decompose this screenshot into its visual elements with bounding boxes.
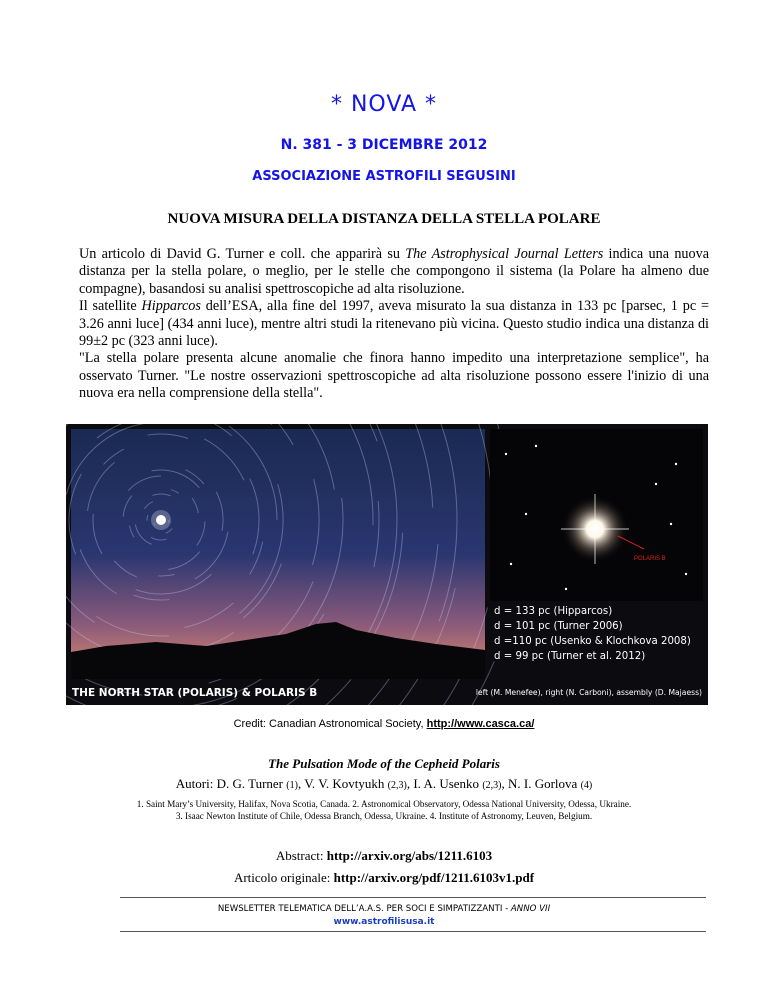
casca-link[interactable]: http://www.casca.ca/ bbox=[426, 718, 535, 730]
distance-turner-2012: d = 99 pc (Turner et al. 2012) bbox=[494, 651, 646, 662]
polaris-b-label: POLARIS B bbox=[634, 556, 666, 562]
abstract-line: Abstract: http://arxiv.org/abs/1211.6103 bbox=[275, 848, 493, 863]
paper-affiliations: 1. Saint Mary’s University, Halifax, Nova Scotia, Canada. 2. Astronomical Observatory, Odessa National University, Odessa, Ukraine. 3. Isaac Newton Institute of Chile, Odessa Branch, Odessa, Ukraine. 4. Institute of Astronomy, Leuven, Belgium. bbox=[136, 799, 632, 821]
distance-usenko-2008: d =110 pc (Usenko & Klochkova 2008) bbox=[494, 636, 691, 647]
article-title: NUOVA MISURA DELLA DISTANZA DELLA STELLA POLARE bbox=[167, 211, 601, 227]
figure-caption-right: left (M. Menefee), right (N. Carboni), assembly (D. Majaess) bbox=[475, 688, 702, 697]
association-name: ASSOCIAZIONE ASTROFILI SEGUSINI bbox=[252, 169, 516, 184]
paper-authors: Autori: D. G. Turner (1), V. V. Kovtyukh (2,3), I. A. Usenko (2,3), N. I. Gorlova (4) bbox=[175, 776, 593, 791]
issue-number: N. 381 - 3 DICEMBRE 2012 bbox=[280, 137, 488, 153]
abstract-link[interactable]: http://arxiv.org/abs/1211.6103 bbox=[326, 848, 493, 863]
paper-title: The Pulsation Mode of the Cepheid Polaris bbox=[268, 756, 500, 771]
satellite-name: Hipparcos bbox=[141, 298, 201, 315]
paragraph-3: "La stella polare presenta alcune anomalie che finora hanno impedito una interpretazione semplice", ha osservato Turner. "Le nostre osservazioni spettroscopiche ad alta risoluzione possono essere l'inizio di una nuova era nella comprensione della stella". bbox=[79, 350, 709, 402]
figure-caption-left: THE NORTH STAR (POLARIS) & POLARIS B bbox=[72, 687, 318, 699]
polaris-photo-composite bbox=[66, 424, 708, 705]
paragraph-2: Il satellite Hipparcos dell’ESA, alla fine del 1997, aveva misurato la sua distanza in 133 pc [parsec, 1 pc = 3.26 anni luce] (434 anni luce), mentre altri studi la ritenevano più vicina. Questo studio indica una distanza di 99±2 pc (323 anni luce). bbox=[79, 298, 709, 350]
footer-rule-bottom bbox=[120, 931, 706, 932]
footer-text: NEWSLETTER TELEMATICA DELL’A.A.S. PER SOCI E SIMPATIZZANTI - ANNO VII bbox=[217, 904, 551, 914]
distance-hipparcos: d = 133 pc (Hipparcos) bbox=[494, 606, 613, 617]
distance-turner-2006: d = 101 pc (Turner 2006) bbox=[494, 621, 623, 632]
footer-rule-top bbox=[120, 897, 706, 898]
original-article-link[interactable]: http://arxiv.org/pdf/1211.6103v1.pdf bbox=[333, 870, 535, 885]
newsletter-title: * NOVA * bbox=[330, 92, 438, 117]
original-article-line: Articolo originale: http://arxiv.org/pdf/1211.6103v1.pdf bbox=[233, 870, 535, 885]
image-credit: Credit: Canadian Astronomical Society, http://www.casca.ca/ bbox=[233, 718, 535, 730]
polaris-figure bbox=[66, 424, 708, 705]
paragraph-1: Un articolo di David G. Turner e coll. che apparirà su The Astrophysical Journal Letters indica una nuova distanza per la stella polare, o meglio, per le stelle che compongono il sistema (la Polare ha almeno due compagne), basandosi su analisi spettroscopiche ad alta risoluzione. bbox=[79, 246, 709, 297]
article-body bbox=[79, 246, 709, 403]
journal-name: The Astrophysical Journal Letters bbox=[405, 246, 604, 262]
footer-url[interactable]: www.astrofilisusa.it bbox=[333, 917, 435, 927]
